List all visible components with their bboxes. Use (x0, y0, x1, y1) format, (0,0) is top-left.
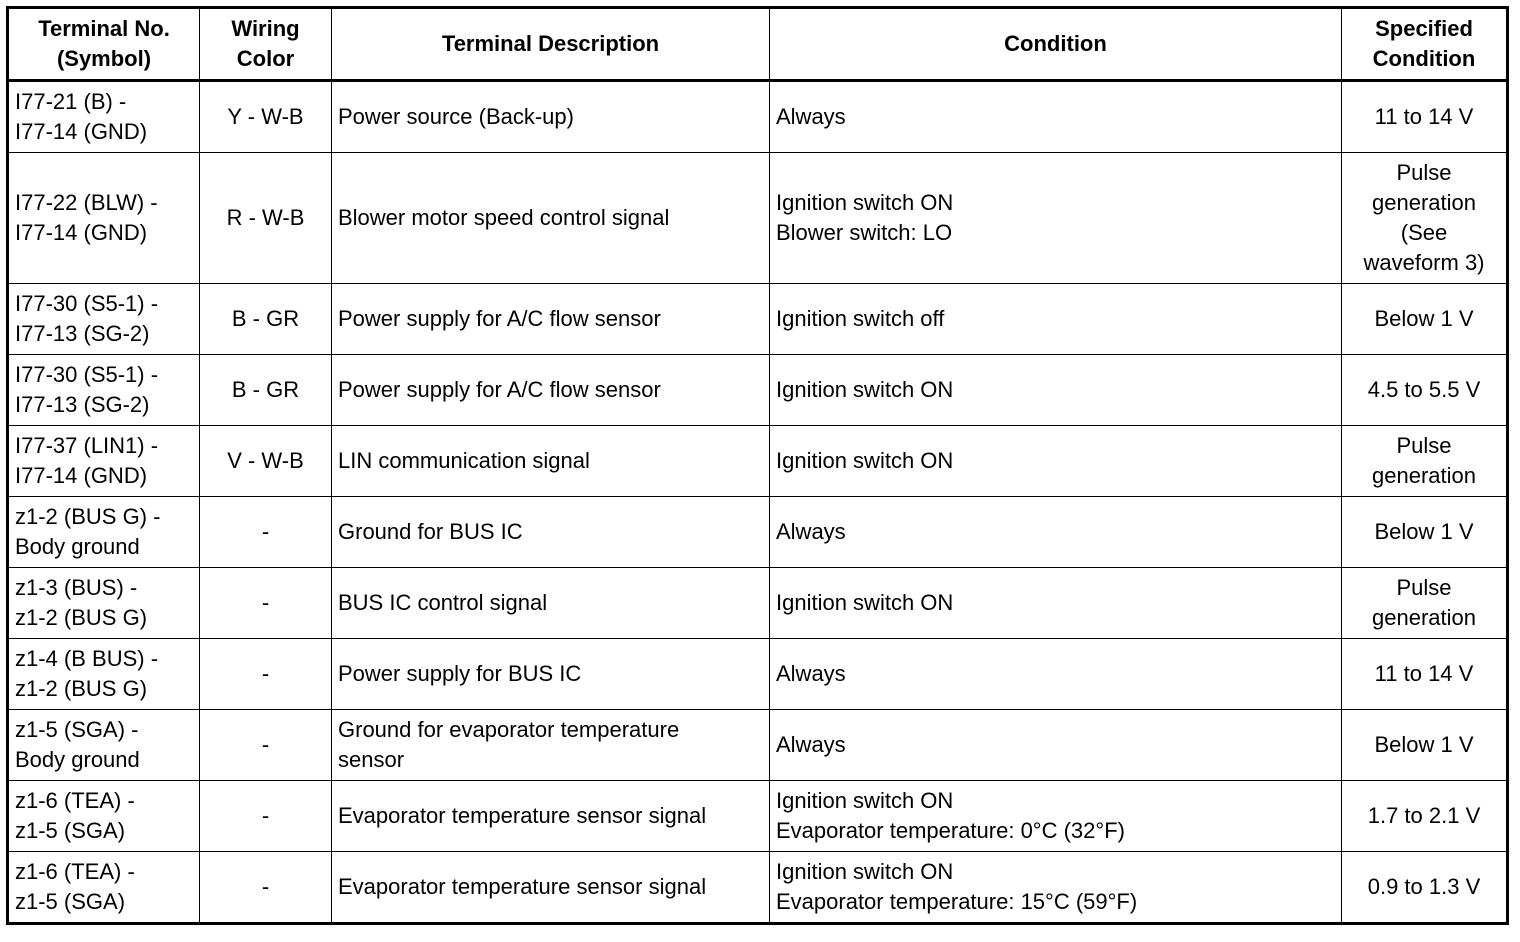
table-row (8, 284, 1508, 355)
cell-line: Always (776, 661, 846, 686)
cell-line: Pulse (1396, 433, 1452, 458)
cell-line: z1-5 (SGA) - (15, 717, 139, 742)
wiring-color-cell: - (200, 852, 332, 924)
specified-condition-cell (1342, 852, 1508, 924)
specified-condition-cell (1342, 426, 1508, 497)
terminal-cell (8, 710, 200, 781)
header-line: Terminal Description (441, 31, 660, 56)
cell-line: z1-6 (TEA) - (15, 788, 135, 813)
cell-line: Always (776, 104, 846, 129)
cell-line: Evaporator temperature sensor signal (338, 803, 707, 828)
cell-line: z1-2 (BUS G) (15, 676, 148, 701)
cell-line: generation (1372, 463, 1476, 488)
header-wiring-color (200, 8, 332, 81)
table-row (8, 426, 1508, 497)
cell-line: Always (776, 732, 846, 757)
condition-cell (770, 153, 1342, 284)
cell-line: Power supply for A/C flow sensor (338, 377, 661, 402)
header-line: (Symbol) (56, 46, 152, 71)
cell-line: I77-14 (GND) (15, 463, 148, 488)
description-cell (332, 284, 770, 355)
condition-cell (770, 426, 1342, 497)
terminal-cell (8, 81, 200, 153)
cell-line: Ignition switch ON (776, 788, 954, 813)
cell-line: Evaporator temperature: 15°C (59°F) (776, 889, 1138, 914)
cell-line: Ground for BUS IC (338, 519, 523, 544)
cell-line: I77-30 (S5-1) - (15, 291, 159, 316)
cell-line: z1-4 (B BUS) - (15, 646, 159, 671)
table-row (8, 497, 1508, 568)
cell-line: Ignition switch ON (776, 377, 954, 402)
cell-line: Ignition switch ON (776, 190, 954, 215)
table-row (8, 710, 1508, 781)
cell-line: z1-2 (BUS G) - (15, 504, 161, 529)
wiring-color-cell: - (200, 639, 332, 710)
cell-line: generation (1372, 605, 1476, 630)
description-cell (332, 497, 770, 568)
cell-line: Below 1 V (1374, 519, 1474, 544)
cell-line: Ignition switch ON (776, 590, 954, 615)
terminal-cell (8, 426, 200, 497)
cell-line: waveform 3) (1363, 250, 1485, 275)
terminal-cell (8, 355, 200, 426)
cell-line: I77-30 (S5-1) - (15, 362, 159, 387)
condition-cell (770, 568, 1342, 639)
description-cell (332, 781, 770, 852)
wiring-color-cell: - (200, 781, 332, 852)
specified-condition-cell (1342, 639, 1508, 710)
cell-line: BUS IC control signal (338, 590, 548, 615)
description-cell (332, 568, 770, 639)
cell-line: Ignition switch ON (776, 859, 954, 884)
specified-condition-cell (1342, 153, 1508, 284)
description-cell (332, 153, 770, 284)
cell-line: Evaporator temperature sensor signal (338, 874, 707, 899)
header-line: Condition (1372, 46, 1476, 71)
cell-line: z1-3 (BUS) - (15, 575, 138, 600)
cell-line: Pulse (1396, 575, 1452, 600)
header-row (8, 8, 1508, 81)
cell-line: sensor (338, 747, 405, 772)
header-specified-condition (1342, 8, 1508, 81)
condition-cell (770, 355, 1342, 426)
specified-condition-cell (1342, 284, 1508, 355)
condition-cell (770, 497, 1342, 568)
cell-line: 1.7 to 2.1 V (1367, 803, 1481, 828)
condition-cell (770, 781, 1342, 852)
description-cell (332, 710, 770, 781)
wiring-color-cell: B - GR (200, 355, 332, 426)
specified-condition-cell (1342, 568, 1508, 639)
terminal-cell (8, 639, 200, 710)
cell-line: Power supply for BUS IC (338, 661, 582, 686)
header-line: Color (236, 46, 295, 71)
cell-line: Evaporator temperature: 0°C (32°F) (776, 818, 1125, 843)
wiring-color-cell: B - GR (200, 284, 332, 355)
wiring-color-cell: - (200, 568, 332, 639)
header-line: Wiring (231, 16, 300, 41)
cell-line: Body ground (15, 747, 140, 772)
cell-line: Ignition switch ON (776, 448, 954, 473)
cell-line: I77-37 (LIN1) - (15, 433, 159, 458)
cell-line: Below 1 V (1374, 732, 1474, 757)
terminal-cell (8, 568, 200, 639)
table-row (8, 81, 1508, 153)
specified-condition-cell (1342, 497, 1508, 568)
cell-line: z1-6 (TEA) - (15, 859, 135, 884)
specified-condition-cell (1342, 781, 1508, 852)
table-row (8, 568, 1508, 639)
table-body (8, 81, 1508, 924)
table-row (8, 639, 1508, 710)
cell-line: 4.5 to 5.5 V (1367, 377, 1481, 402)
table-row (8, 153, 1508, 284)
description-cell (332, 852, 770, 924)
cell-line: Power supply for A/C flow sensor (338, 306, 661, 331)
specified-condition-cell (1342, 81, 1508, 153)
condition-cell (770, 639, 1342, 710)
description-cell (332, 426, 770, 497)
table-header (8, 8, 1508, 81)
description-cell (332, 81, 770, 153)
condition-cell (770, 852, 1342, 924)
cell-line: Power source (Back-up) (338, 104, 574, 129)
table-row (8, 781, 1508, 852)
cell-line: Below 1 V (1374, 306, 1474, 331)
wiring-color-cell: V - W-B (200, 426, 332, 497)
wiring-color-cell: - (200, 497, 332, 568)
cell-line: Ignition switch off (776, 306, 945, 331)
specified-condition-cell (1342, 355, 1508, 426)
header-line: Specified (1375, 16, 1473, 41)
cell-line: generation (1372, 190, 1476, 215)
wiring-color-cell: R - W-B (200, 153, 332, 284)
header-line: Terminal No. (38, 16, 170, 41)
cell-line: LIN communication signal (338, 448, 590, 473)
terminal-cell (8, 852, 200, 924)
cell-line: (See (1400, 220, 1448, 245)
table-row (8, 355, 1508, 426)
condition-cell (770, 284, 1342, 355)
cell-line: I77-21 (B) - (15, 89, 127, 114)
cell-line: 0.9 to 1.3 V (1367, 874, 1481, 899)
table-row (8, 852, 1508, 924)
specified-condition-cell (1342, 710, 1508, 781)
terminal-cell (8, 497, 200, 568)
description-cell (332, 355, 770, 426)
cell-line: I77-22 (BLW) - (15, 190, 158, 215)
terminal-cell (8, 284, 200, 355)
cell-line: 11 to 14 V (1374, 104, 1474, 129)
cell-line: 11 to 14 V (1374, 661, 1474, 686)
cell-line: z1-5 (SGA) (15, 818, 126, 843)
header-line: Condition (1004, 31, 1107, 56)
cell-line: Blower switch: LO (776, 220, 953, 245)
wiring-color-cell: - (200, 710, 332, 781)
cell-line: z1-5 (SGA) (15, 889, 126, 914)
cell-line: I77-14 (GND) (15, 220, 148, 245)
condition-cell (770, 81, 1342, 153)
cell-line: I77-13 (SG-2) (15, 392, 150, 417)
header-condition (770, 8, 1342, 81)
condition-cell (770, 710, 1342, 781)
cell-line: Blower motor speed control signal (338, 205, 670, 230)
wiring-color-cell: Y - W-B (200, 81, 332, 153)
cell-line: I77-14 (GND) (15, 119, 148, 144)
header-terminal-no (8, 8, 200, 81)
cell-line: Ground for evaporator temperature (338, 717, 680, 742)
terminal-cell (8, 781, 200, 852)
cell-line: Pulse (1396, 160, 1452, 185)
terminal-cell (8, 153, 200, 284)
cell-line: Body ground (15, 534, 140, 559)
cell-line: z1-2 (BUS G) (15, 605, 148, 630)
cell-line: Always (776, 519, 846, 544)
cell-line: I77-13 (SG-2) (15, 321, 150, 346)
header-terminal-description (332, 8, 770, 81)
description-cell (332, 639, 770, 710)
terminal-spec-table (6, 6, 1509, 925)
